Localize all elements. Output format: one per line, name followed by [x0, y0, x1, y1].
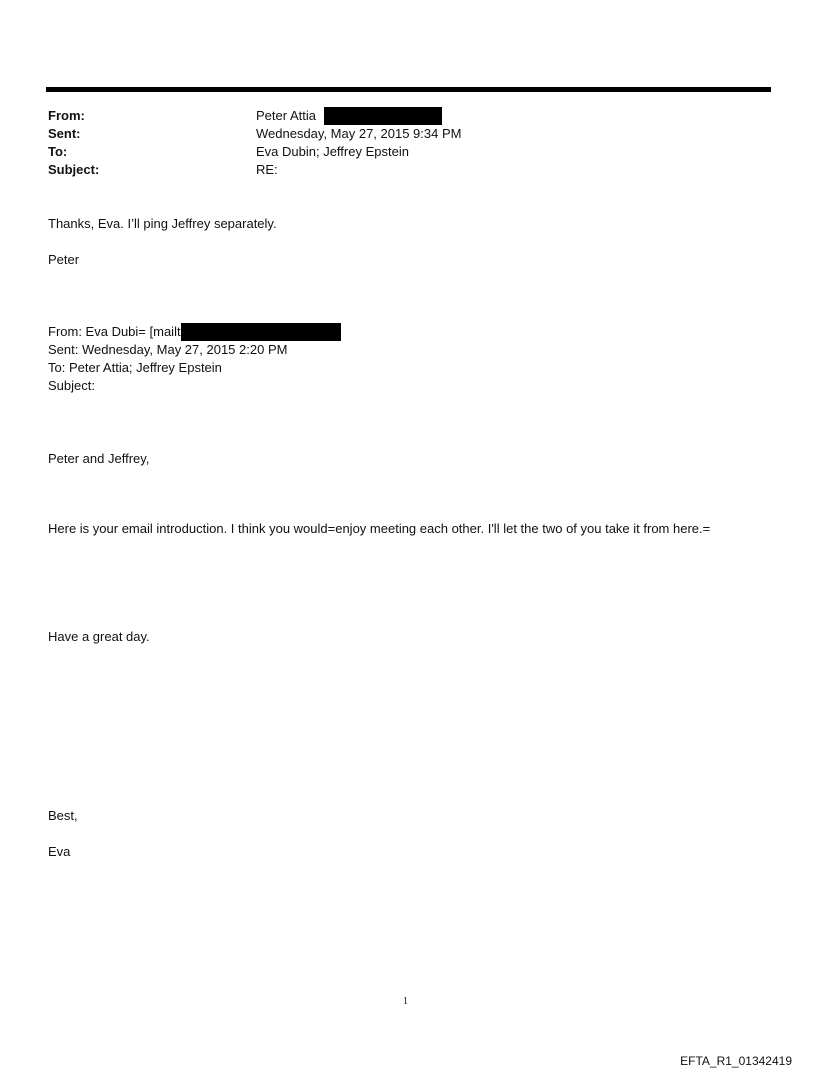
sent-value: Wednesday, May 27, 2015 9:34 PM	[256, 126, 462, 141]
sent-label: Sent:	[48, 126, 81, 141]
quoted-from-line	[48, 323, 341, 341]
quoted-body: Here is your email introduction. I think you would=enjoy meeting each other. I'll let the two of you take it from here.=	[48, 521, 711, 536]
redaction-box	[324, 107, 442, 125]
to-label: To:	[48, 144, 68, 159]
from-value	[256, 107, 442, 125]
reply-signature: Peter	[48, 252, 80, 267]
reply-text: Thanks, Eva. I’ll ping Jeffrey separately.	[48, 216, 277, 231]
page-number: 1	[403, 996, 408, 1007]
quoted-name: Eva	[48, 844, 71, 859]
quoted-greeting: Peter and Jeffrey,	[48, 451, 150, 466]
header-rule	[46, 87, 771, 92]
quoted-sent-line: Sent: Wednesday, May 27, 2015 2:20 PM	[48, 342, 288, 357]
bates-number: EFTA_R1_01342419	[680, 1054, 792, 1068]
subject-value: RE:	[256, 162, 278, 177]
from-label: From:	[48, 108, 85, 123]
quoted-subject-line: Subject:	[48, 378, 95, 393]
quoted-to-line: To: Peter Attia; Jeffrey Epstein	[48, 360, 222, 375]
quoted-closing: Have a great day.	[48, 629, 150, 644]
subject-label: Subject:	[48, 162, 100, 177]
to-value: Eva Dubin; Jeffrey Epstein	[256, 144, 409, 159]
quoted-signoff: Best,	[48, 808, 78, 823]
redaction-box	[181, 323, 341, 341]
from-name: Peter Attia	[256, 108, 316, 123]
quoted-from-text: From: Eva Dubi= [mailt	[48, 324, 181, 339]
